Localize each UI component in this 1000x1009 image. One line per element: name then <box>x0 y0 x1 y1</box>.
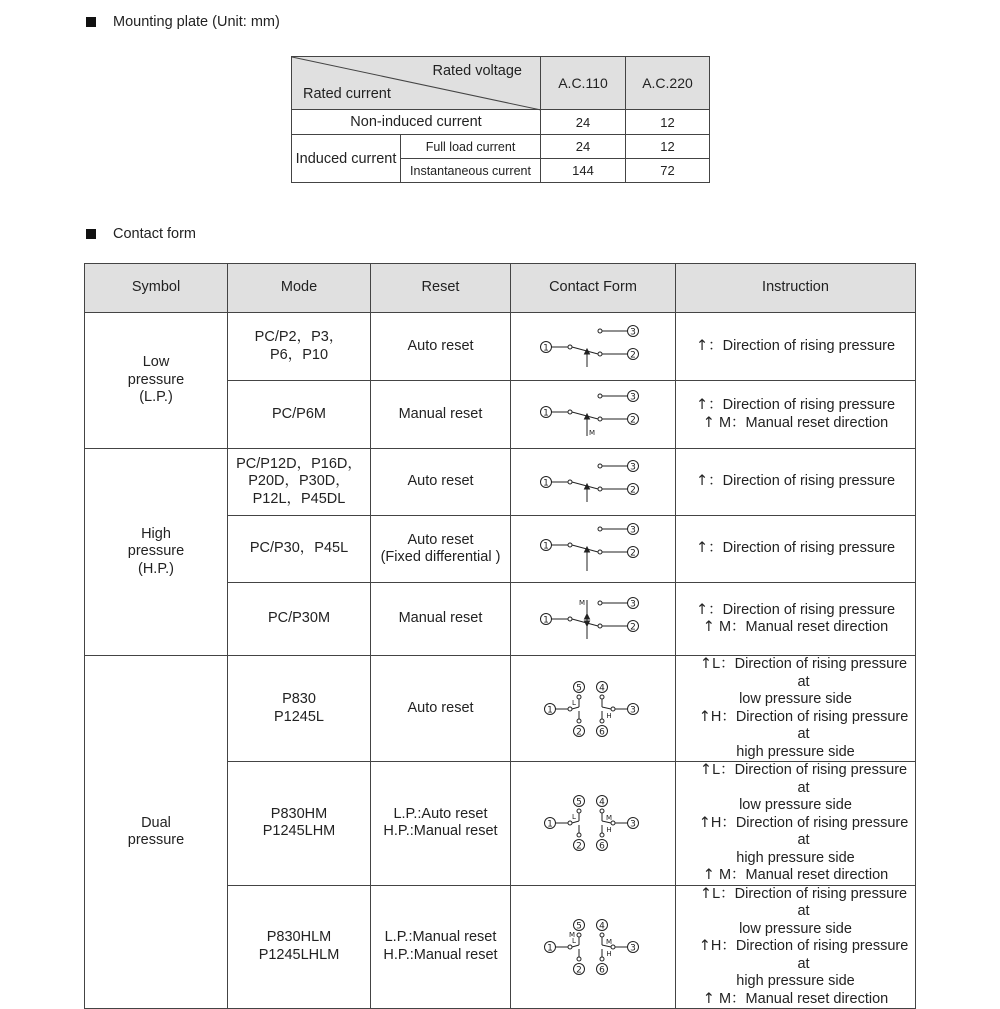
reset-line: Auto reset <box>407 531 474 548</box>
group-line: (H.P.) <box>138 560 174 577</box>
group-line: pressure <box>127 371 185 388</box>
instruction-line <box>676 762 915 797</box>
mode-line: P12L，P45DL <box>252 490 346 507</box>
mode-cell <box>228 516 371 583</box>
instantaneous-label: Instantaneous current <box>401 159 541 183</box>
up-arrow-icon: ↑ <box>699 762 713 778</box>
contact-switch-diagram <box>538 525 648 573</box>
mode-cell <box>228 313 371 381</box>
reset-cell <box>371 762 511 886</box>
non-induced-110: 24 <box>541 110 626 135</box>
instruction-cell <box>676 583 916 656</box>
instruction-cell <box>676 885 916 1009</box>
svg-text:1: 1 <box>547 705 553 715</box>
instruction-text: L：Direction of rising pressure at <box>712 885 908 919</box>
instruction-cell <box>676 516 916 583</box>
instruction-text: ：Direction of rising pressure <box>708 540 896 557</box>
up-arrow-icon: ↑ <box>695 540 709 557</box>
mode-line: P6，P10 <box>269 346 329 363</box>
contact-switch-diagram <box>538 392 648 438</box>
svg-text:M: M <box>588 428 596 437</box>
svg-text:2: 2 <box>576 727 582 737</box>
instruction-cell <box>676 313 916 381</box>
up-arrow-icon: ↑ <box>698 814 711 831</box>
svg-text:M: M <box>605 814 613 823</box>
reset-line: Auto reset <box>407 473 474 490</box>
svg-text:3: 3 <box>630 327 636 337</box>
mounting-plate-title: Mounting plate (Unit: mm) <box>113 14 280 30</box>
non-induced-220: 12 <box>626 110 710 135</box>
mode-cell <box>228 762 371 886</box>
mode-line: PC/P30，P45L <box>249 540 349 557</box>
svg-text:3: 3 <box>630 705 636 715</box>
svg-text:1: 1 <box>547 943 553 954</box>
instruction-cell <box>676 449 916 516</box>
mode-line: PC/P30M <box>267 610 331 627</box>
svg-text:2: 2 <box>576 965 582 976</box>
svg-text:3: 3 <box>630 943 636 954</box>
dual-switch-diagram <box>543 681 643 737</box>
contact-switch-diagram <box>538 460 648 504</box>
table-row <box>85 656 916 762</box>
mode-line: P1245LHLM <box>258 946 340 963</box>
non-induced-label: Non-induced current <box>292 110 541 135</box>
svg-text:H: H <box>606 711 612 720</box>
mode-line: P20D，P30D， <box>248 473 350 490</box>
instruction-line <box>676 867 915 885</box>
bullet-square-icon <box>86 229 96 239</box>
reset-cell <box>371 516 511 583</box>
instruction-cell <box>676 762 916 886</box>
up-arrow-icon: ↑ <box>698 708 711 725</box>
instruction-text: low pressure side <box>739 691 852 707</box>
instruction-text: L：Direction of rising pressure at <box>712 656 908 690</box>
instruction-text: high pressure side <box>736 973 855 989</box>
svg-text:4: 4 <box>599 683 605 693</box>
svg-text:3: 3 <box>630 392 636 402</box>
instruction-text: H：Direction of rising pressure at <box>710 814 909 848</box>
instruction-text: low pressure side <box>739 797 852 813</box>
instruction-line <box>676 415 915 433</box>
reset-line: H.P.:Manual reset <box>383 946 498 963</box>
svg-text:5: 5 <box>576 921 582 932</box>
svg-text:L: L <box>572 813 576 822</box>
reset-cell <box>371 583 511 656</box>
contact-diagram-cell <box>511 449 676 516</box>
rated-current-label: Rated current <box>303 86 391 102</box>
reset-line: (Fixed differential ) <box>380 549 501 565</box>
up-arrow-icon: ↑ <box>699 656 713 672</box>
group-line: pressure <box>127 543 185 560</box>
instruction-line <box>676 473 915 491</box>
header-contact-form: Contact Form <box>511 264 676 313</box>
reset-cell <box>371 313 511 381</box>
instruction-line <box>676 602 915 620</box>
instruction-line <box>676 991 915 1009</box>
contact-form-table <box>84 263 916 1009</box>
header-mode: Mode <box>228 264 371 313</box>
instruction-text: low pressure side <box>739 920 852 937</box>
svg-text:3: 3 <box>630 819 636 830</box>
svg-text:6: 6 <box>599 965 605 976</box>
header-symbol: Symbol <box>85 264 228 313</box>
contact-switch-diagram <box>538 325 648 369</box>
mode-cell <box>228 885 371 1009</box>
group-line: Low <box>142 354 170 371</box>
instruction-text: high pressure side <box>736 743 855 760</box>
contact-switch-diagram <box>538 597 648 641</box>
svg-text:H: H <box>606 826 612 835</box>
instruction-text: ：Direction of rising pressure <box>708 601 896 618</box>
reset-line: H.P.:Manual reset <box>383 823 498 840</box>
reset-cell <box>371 656 511 762</box>
diagonal-header-cell <box>292 57 541 110</box>
svg-text:1: 1 <box>543 541 549 552</box>
table-row <box>85 449 916 516</box>
svg-text:6: 6 <box>599 841 605 852</box>
group-line: Dual <box>141 814 171 831</box>
instruction-cell <box>676 656 916 762</box>
mode-line: PC/P12D，P16D， <box>236 455 362 472</box>
instruction-cell <box>676 381 916 449</box>
instruction-line <box>676 338 915 356</box>
instruction-text: H：Direction of rising pressure at <box>710 938 909 972</box>
up-arrow-icon: ↑ <box>695 337 709 354</box>
induced-label: Induced current <box>292 135 401 183</box>
svg-text:2: 2 <box>630 350 636 360</box>
svg-text:3: 3 <box>630 599 636 610</box>
contact-diagram-cell <box>511 381 676 449</box>
bullet-square-icon <box>86 17 96 27</box>
svg-text:6: 6 <box>599 727 605 737</box>
mode-line: PC/P6M <box>272 405 326 422</box>
instruction-text: H：Direction of rising pressure at <box>710 708 909 742</box>
up-arrow-icon: ↑ <box>695 397 709 413</box>
svg-text:M: M <box>568 930 576 939</box>
svg-text:5: 5 <box>576 797 582 808</box>
svg-text:2: 2 <box>576 841 582 852</box>
mode-cell <box>228 449 371 516</box>
contact-diagram-cell <box>511 762 676 886</box>
instruction-line <box>676 815 915 850</box>
contact-form-heading <box>86 226 196 242</box>
mode-line: P830HM <box>270 805 328 822</box>
mounting-plate-table <box>291 56 710 183</box>
svg-text:L: L <box>572 936 576 945</box>
dual-switch-diagram <box>543 795 643 851</box>
reset-line: L.P.:Auto reset <box>393 805 488 822</box>
up-arrow-icon: ↑ <box>699 885 713 902</box>
instruction-line <box>676 540 915 558</box>
up-arrow-icon: ↑ <box>702 414 715 431</box>
reset-line: Manual reset <box>398 405 483 422</box>
reset-cell <box>371 449 511 516</box>
table-row <box>85 313 916 381</box>
mode-cell <box>228 656 371 762</box>
group-high-pressure <box>85 449 228 656</box>
instruction-line <box>676 619 915 637</box>
group-line: (L.P.) <box>139 389 173 406</box>
group-line: High <box>141 525 171 542</box>
reset-cell <box>371 381 511 449</box>
instruction-text: ：Direction of rising pressure <box>708 397 896 413</box>
svg-text:5: 5 <box>576 683 582 693</box>
instruction-text: ：Direction of rising pressure <box>708 337 896 354</box>
instruction-text: high pressure side <box>736 849 855 866</box>
full-load-220: 12 <box>626 135 710 159</box>
up-arrow-icon: ↑ <box>695 601 709 618</box>
mode-cell <box>228 381 371 449</box>
group-dual-pressure <box>85 656 228 1009</box>
instruction-line <box>676 709 915 744</box>
dual-switch-diagram <box>543 919 643 975</box>
contact-diagram-cell <box>511 583 676 656</box>
full-load-110: 24 <box>541 135 626 159</box>
svg-text:1: 1 <box>547 819 553 830</box>
contact-diagram-cell <box>511 313 676 381</box>
reset-line: Auto reset <box>407 699 474 716</box>
voltage-110-header: A.C.110 <box>541 57 626 110</box>
reset-line: Auto reset <box>407 337 474 354</box>
svg-text:2: 2 <box>630 485 636 496</box>
up-arrow-icon: ↑ <box>702 619 715 635</box>
svg-text:2: 2 <box>630 415 636 425</box>
up-arrow-icon: ↑ <box>698 938 711 954</box>
svg-text:L: L <box>572 698 576 707</box>
contact-diagram-cell <box>511 656 676 762</box>
group-low-pressure <box>85 313 228 449</box>
header-instruction: Instruction <box>676 264 916 313</box>
mode-line: P1245L <box>274 708 324 725</box>
instruction-text: M：Manual reset direction <box>718 619 889 635</box>
instruction-text: M：Manual reset direction <box>718 867 889 883</box>
instruction-line <box>676 656 915 691</box>
svg-text:1: 1 <box>543 478 549 489</box>
group-line: pressure <box>127 832 185 848</box>
contact-diagram-cell <box>511 516 676 583</box>
reset-cell <box>371 885 511 1009</box>
instruction-text: L：Direction of rising pressure at <box>712 762 908 796</box>
svg-text:1: 1 <box>543 343 549 353</box>
up-arrow-icon: ↑ <box>702 867 715 883</box>
mode-line: P1245LHM <box>262 823 336 840</box>
mode-cell <box>228 583 371 656</box>
svg-text:M: M <box>578 599 586 607</box>
full-load-label: Full load current <box>401 135 541 159</box>
mode-line: P830HLM <box>266 929 332 946</box>
instruction-line <box>676 886 915 921</box>
instantaneous-220: 72 <box>626 159 710 183</box>
instantaneous-110: 144 <box>541 159 626 183</box>
instruction-text: M：Manual reset direction <box>718 414 889 431</box>
mode-line: P830 <box>282 691 316 707</box>
instruction-line <box>676 397 915 415</box>
svg-text:1: 1 <box>543 615 549 626</box>
svg-text:H: H <box>606 949 612 958</box>
svg-text:2: 2 <box>630 622 636 633</box>
svg-text:2: 2 <box>630 548 636 559</box>
contact-form-title: Contact form <box>113 226 196 242</box>
svg-text:3: 3 <box>630 525 636 536</box>
svg-text:4: 4 <box>599 921 605 932</box>
header-reset: Reset <box>371 264 511 313</box>
contact-diagram-cell <box>511 885 676 1009</box>
instruction-text: ：Direction of rising pressure <box>708 473 896 490</box>
reset-line: Manual reset <box>398 610 483 627</box>
up-arrow-icon: ↑ <box>695 473 709 490</box>
svg-text:1: 1 <box>543 408 549 418</box>
rated-voltage-label: Rated voltage <box>432 63 522 79</box>
voltage-220-header: A.C.220 <box>626 57 710 110</box>
svg-text:M: M <box>605 937 613 946</box>
instruction-line <box>676 938 915 973</box>
reset-line: L.P.:Manual reset <box>384 929 497 946</box>
mode-line: PC/P2，P3， <box>254 329 344 345</box>
mounting-plate-heading <box>86 14 280 30</box>
up-arrow-icon: ↑ <box>702 990 715 1007</box>
svg-text:3: 3 <box>630 462 636 473</box>
svg-text:4: 4 <box>599 797 605 808</box>
instruction-text: M：Manual reset direction <box>718 990 889 1007</box>
